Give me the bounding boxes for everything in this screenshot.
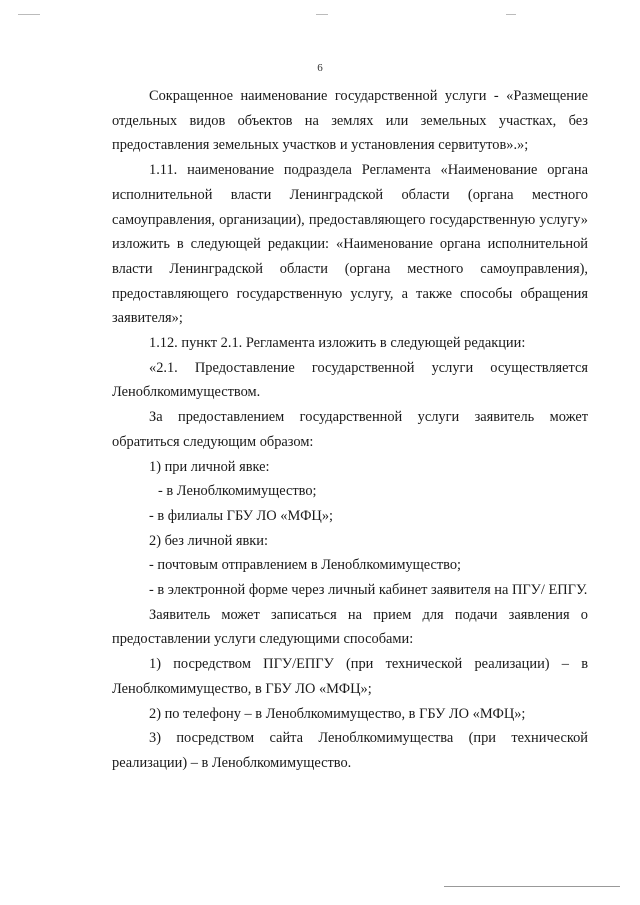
scan-artifact-top-right [506, 14, 516, 15]
list-item-remote: 2) без личной явки: [149, 532, 268, 549]
paragraph-appointment: Заявитель может записаться на прием для подачи заявления о предоставлении услуги следующими способами: [112, 606, 588, 648]
list-item-mfc-branches: - в филиалы ГБУ ЛО «МФЦ»; [149, 507, 334, 524]
scan-artifact-bottom-right [444, 886, 620, 887]
scan-artifact-top-center [316, 14, 328, 15]
list-item-postal: - почтовым отправлением в Леноблкомимущество; [149, 557, 462, 574]
paragraph-application-methods: За предоставлением государственной услуги заявитель может обратиться следующим образом: [112, 409, 588, 450]
scan-artifact-top-left [18, 14, 40, 15]
list-item-pgu-epgu: 1) посредством ПГУ/ЕПГУ (при технической реализации) – в Леноблкомимущество, в ГБУ ЛО «МФЦ»; [112, 656, 588, 697]
list-item-website: 3) посредством сайта Леноблкомимущества (при технической реализации) – в Леноблкомимущество. [112, 730, 588, 771]
list-item-lenoblkomimushchestvo: - в Леноблкомимущество; [158, 483, 317, 500]
paragraph-1-12: 1.12. пункт 2.1. Регламента изложить в следующей редакции: [149, 335, 526, 352]
document-body [112, 84, 588, 776]
list-item-personal-visit: 1) при личной явке: [149, 458, 270, 475]
paragraph-short-name: Сокращенное наименование государственной услуги - «Размещение отдельных видов объектов на землях или земельных участках, без предоставления земельных участков и установления сервитутов».»; [112, 88, 588, 154]
page-number: 6 [317, 62, 323, 74]
paragraph-2-1: «2.1. Предоставление государственной услуги осуществляется Леноблкомимуществом. [112, 359, 588, 401]
paragraph-1-11: 1.11. наименование подраздела Регламента «Наименование органа исполнительной власти Ленинградской области (органа местного самоуправления, организации), предоставляющего государственную услугу» изложить в следующей редакции: «Наименование органа исполнительной власти Ленинградской области (органа местного самоуправления), предоставляющего государственную услугу, а также способы обращения заявителя»; [112, 162, 588, 327]
list-item-electronic: - в электронной форме через личный кабинет заявителя на ПГУ/ ЕПГУ. [149, 582, 588, 599]
list-item-phone: 2) по телефону – в Леноблкомимущество, в ГБУ ЛО «МФЦ»; [149, 705, 526, 722]
